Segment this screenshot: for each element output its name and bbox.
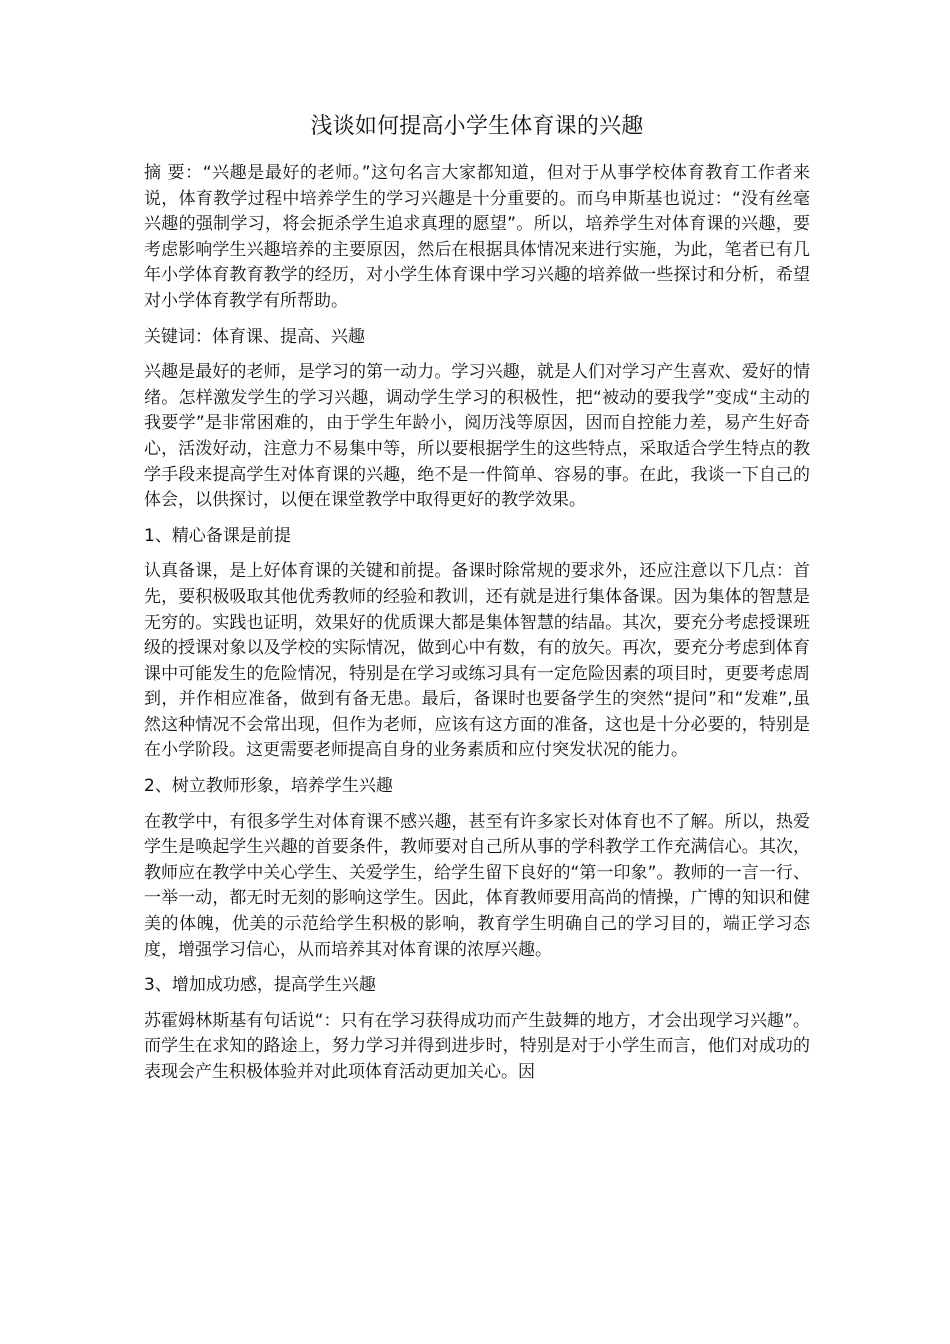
section-1-body: 认真备课，是上好体育课的关键和前提。备课时除常规的要求外，还应注意以下几点：首先，要积极吸取其他优秀教师的经验和教训，还有就是进行集体备课。因为集体的智慧是无穷的。实践也证明，效果好的优质课大都是集体智慧的结晶。其次，要充分考虑授课班级的授课对象以及学校的实际情况，做到心中有数，有的放矢。再次，要充分考虑到体育课中可能发生的危险情况，特别是在学习或练习具有一定危险因素的项目时，更要考虑周到，并作相应准备，做到有备无患。最后，备课时也要备学生的突然“提问”和“发难”,虽然这种情况不会常出现，但作为老师，应该有这方面的准备，这也是十分必要的，特别是在小学阶段。这更需要老师提高自身的业务素质和应付突发状况的能力。 bbox=[144, 561, 810, 761]
section-2-heading: 2、树立教师形象，培养学生兴趣 bbox=[144, 776, 393, 797]
section-1-heading: 1、精心备课是前提 bbox=[144, 525, 291, 546]
intro-paragraph: 兴趣是最好的老师，是学习的第一动力。学习兴趣，就是人们对学习产生喜欢、爱好的情绪。怎样激发学生的学习兴趣，调动学生学习的积极性，把“被动的要我学”变成“主动的我要学”是非常困难的，由于学生年龄小，阅历浅等原因，因而自控能力差，易产生好奇心，活泼好动，注意力不易集中等，所以要根据学生的这些特点，采取适合学生特点的教学手段来提高学生对体育课的兴趣，绝不是一件简单、容易的事。在此，我谈一下自己的体会，以供探讨，以便在课堂教学中取得更好的教学效果。 bbox=[144, 362, 810, 511]
document-page bbox=[144, 112, 810, 1096]
section-3-body: 苏霍姆林斯基有句话说“：只有在学习获得成功而产生鼓舞的地方，才会出现学习兴趣”。而学生在求知的路途上，努力学习并得到进步时，特别是对于小学生而言，他们对成功的表现会产生积极体验并对此项体育活动更加关心。因 bbox=[144, 1010, 810, 1082]
document-title: 浅谈如何提高小学生体育课的兴趣 bbox=[310, 114, 644, 139]
section-2-body: 在教学中，有很多学生对体育课不感兴趣，甚至有许多家长对体育也不了解。所以，热爱学生是唤起学生兴趣的首要条件，教师要对自己所从事的学科教学工作充满信心。其次，教师应在教学中关心学生、关爱学生，给学生留下良好的“第一印象”。教师的一言一行、一举一动，都无时无刻的影响这学生。因此，体育教师要用高尚的情操，广博的知识和健美的体魄，优美的示范给学生积极的影响，教育学生明确自己的学习目的，端正学习态度，增强学习信心，从而培养其对体育课的浓厚兴趣。 bbox=[144, 811, 810, 960]
keywords-line: 关键词：体育课、提高、兴趣 bbox=[144, 326, 365, 347]
abstract-paragraph: 摘 要：“兴趣是最好的老师。”这句名言大家都知道，但对于从事学校体育教育工作者来说，体育教学过程中培养学生的学习兴趣是十分重要的。而乌申斯基也说过：“没有丝毫兴趣的强制学习，将会扼杀学生追求真理的愿望”。所以，培养学生对体育课的兴趣，要考虑影响学生兴趣培养的主要原因，然后在根据具体情况来进行实施，为此，笔者已有几年小学体育教育教学的经历，对小学生体育课中学习兴趣的培养做一些探讨和分析，希望对小学体育教学有所帮助。 bbox=[144, 163, 810, 311]
section-3-heading: 3、增加成功感，提高学生兴趣 bbox=[144, 975, 376, 996]
